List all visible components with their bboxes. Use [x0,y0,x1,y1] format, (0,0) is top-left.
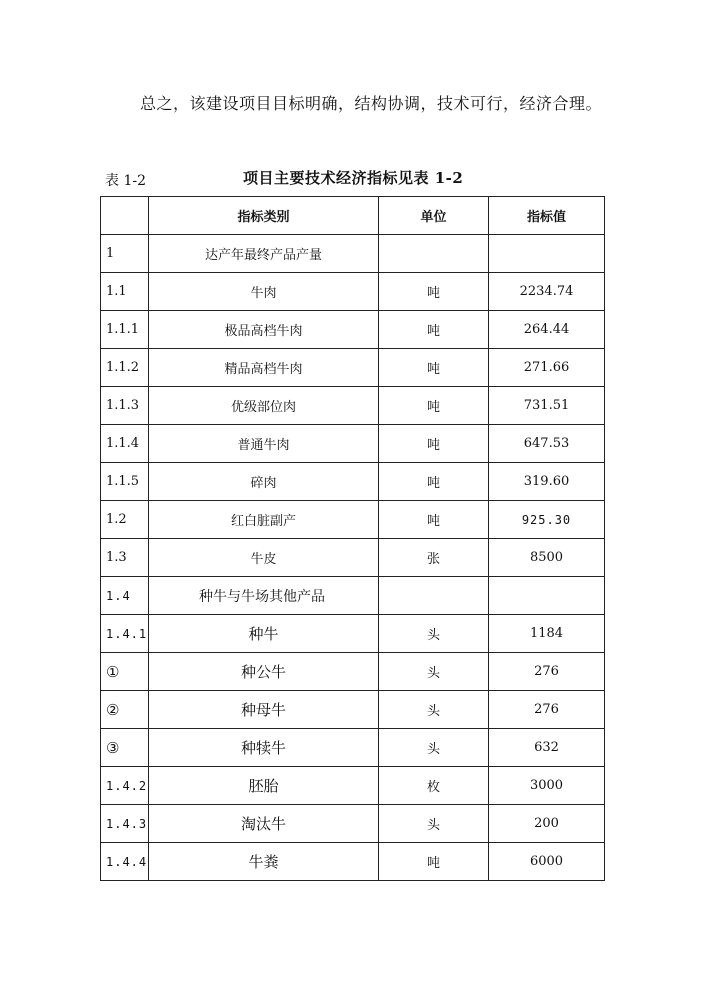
table-row [101,691,605,729]
row-num: 1.1.3 [101,387,149,425]
table-row [101,615,605,653]
row-value [489,577,605,615]
row-unit: 头 [379,615,489,653]
row-value: 319.60 [489,463,605,501]
table-row [101,501,605,539]
row-name: 极品高档牛肉 [149,311,379,349]
table-caption-title: 项目主要技术经济指标见表 1-2 [243,169,464,187]
row-value: 271.66 [489,349,605,387]
row-name: 牛肉 [149,273,379,311]
row-num: 1.4.2 [101,767,149,805]
row-name: 精品高档牛肉 [149,349,379,387]
row-num: ② [101,691,149,729]
header-value: 指标值 [489,197,605,235]
row-num: 1.4.1 [101,615,149,653]
table-header-row [101,197,605,235]
table-row [101,425,605,463]
table-row [101,729,605,767]
row-unit: 吨 [379,425,489,463]
row-value: 6000 [489,843,605,881]
row-unit [379,577,489,615]
row-unit: 吨 [379,501,489,539]
row-value: 276 [489,653,605,691]
table-row [101,767,605,805]
row-unit: 吨 [379,311,489,349]
row-unit: 吨 [379,463,489,501]
row-value: 647.53 [489,425,605,463]
table-row [101,387,605,425]
row-value: 632 [489,729,605,767]
row-name: 胚胎 [149,767,379,805]
row-name: 种牛与牛场其他产品 [149,577,379,615]
row-name: 牛粪 [149,843,379,881]
table-row [101,235,605,273]
row-value: 2234.74 [489,273,605,311]
row-unit: 吨 [379,387,489,425]
row-value: 8500 [489,539,605,577]
row-unit: 枚 [379,767,489,805]
technical-economic-indicators-table [100,196,605,881]
header-category: 指标类别 [149,197,379,235]
header-num [101,197,149,235]
table-row [101,311,605,349]
table-row [101,843,605,881]
row-value: 3000 [489,767,605,805]
row-value [489,235,605,273]
row-unit: 头 [379,805,489,843]
row-unit: 头 [379,653,489,691]
row-unit: 头 [379,691,489,729]
row-unit [379,235,489,273]
row-name: 达产年最终产品产量 [149,235,379,273]
row-name: 优级部位肉 [149,387,379,425]
row-num: 1.1.4 [101,425,149,463]
table-row [101,463,605,501]
row-num: 1.4.3 [101,805,149,843]
row-num: 1.1.1 [101,311,149,349]
row-num: 1.4.4 [101,843,149,881]
table-row [101,349,605,387]
row-value: 264.44 [489,311,605,349]
intro-paragraph: 总之，该建设项目目标明确，结构协调，技术可行，经济合理。 [140,94,603,113]
row-num: 1.4 [101,577,149,615]
header-unit: 单位 [379,197,489,235]
table-row [101,577,605,615]
row-num: 1 [101,235,149,273]
table-caption-label: 表 1-2 [105,173,146,189]
row-value: 731.51 [489,387,605,425]
table-row [101,653,605,691]
row-unit: 张 [379,539,489,577]
row-num: ① [101,653,149,691]
row-num: 1.1.2 [101,349,149,387]
table-row [101,273,605,311]
row-value: 276 [489,691,605,729]
row-num: 1.1.5 [101,463,149,501]
row-num: 1.1 [101,273,149,311]
row-num: 1.2 [101,501,149,539]
row-name: 种犊牛 [149,729,379,767]
row-name: 种公牛 [149,653,379,691]
row-name: 种牛 [149,615,379,653]
row-unit: 吨 [379,843,489,881]
row-value: 200 [489,805,605,843]
row-value: 925.30 [489,501,605,539]
row-name: 淘汰牛 [149,805,379,843]
row-unit: 吨 [379,349,489,387]
row-name: 普通牛肉 [149,425,379,463]
table-row [101,805,605,843]
row-name: 种母牛 [149,691,379,729]
row-unit: 吨 [379,273,489,311]
row-unit: 头 [379,729,489,767]
row-value: 1184 [489,615,605,653]
row-name: 牛皮 [149,539,379,577]
row-name: 红白脏副产 [149,501,379,539]
row-num: 1.3 [101,539,149,577]
row-name: 碎肉 [149,463,379,501]
table-row [101,539,605,577]
row-num: ③ [101,729,149,767]
